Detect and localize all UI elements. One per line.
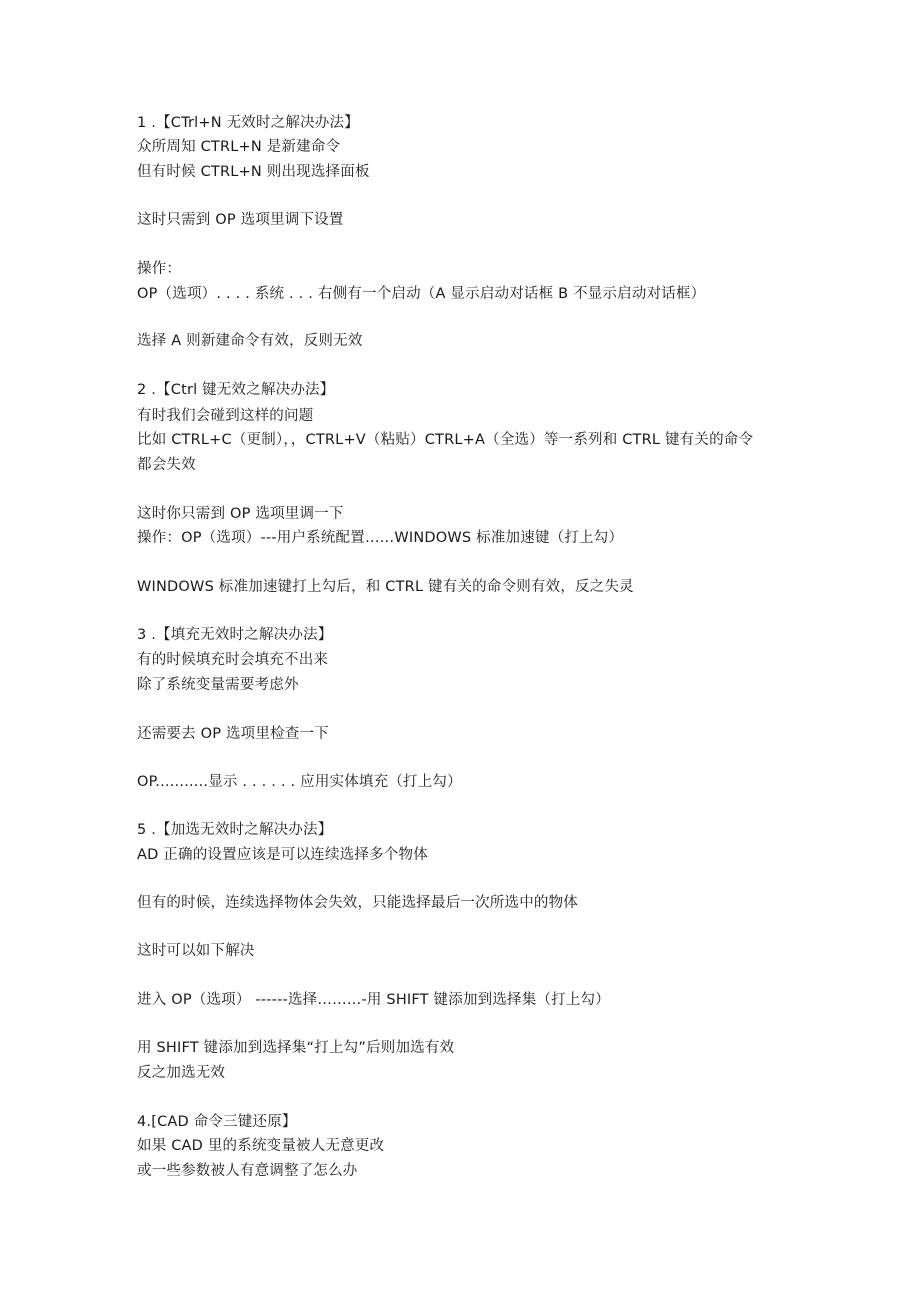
text-line: 这时你只需到 OP 选项里调一下: [137, 506, 344, 522]
section-1-heading: 1 .【CTrl+N 无效时之解决办法】: [137, 115, 359, 131]
text-line: 如果 CAD 里的系统变量被人无意更改: [137, 1138, 385, 1154]
text-line: 或一些参数被人有意调整了怎么办: [137, 1163, 358, 1179]
section-3-heading: 3 .【填充无效时之解决办法】: [137, 627, 333, 643]
text-line: OP（选项）. . . . 系统 . . . 右侧有一个启动（A 显示启动对话框 B 不显示启动对话框）: [137, 286, 706, 302]
text-line: 众所周知 CTRL+N 是新建命令: [137, 139, 341, 155]
text-line: 反之加选无效: [137, 1065, 226, 1081]
text-line: 但有的时候，连续选择物体会失效，只能选择最后一次所选中的物体: [137, 895, 578, 911]
text-line: 除了系统变量需要考虑外: [137, 677, 299, 693]
text-line: 进入 OP（选项） ------选择………-用 SHIFT 键添加到选择集（打上勾）: [137, 992, 610, 1008]
text-line: 有的时候填充时会填充不出来: [137, 652, 329, 668]
text-line: OP...........显示 . . . . . . 应用实体填充（打上勾）: [137, 774, 462, 790]
text-line: 操作：: [137, 261, 182, 277]
text-line: 都会失效: [137, 457, 196, 473]
text-line: 比如 CTRL+C（更制），，CTRL+V（粘贴）CTRL+A（全选）等一系列和 CTRL 键有关的命令: [137, 432, 754, 448]
section-5-heading: 5 .【加选无效时之解决办法】: [137, 822, 333, 838]
text-line: 用 SHIFT 键添加到选择集“打上勾”后则加选有效: [137, 1040, 455, 1056]
text-line: AD 正确的设置应该是可以连续选择多个物体: [137, 847, 428, 863]
text-line: 操作：OP（选项）---用户系统配置……WINDOWS 标准加速键（打上勾）: [137, 530, 624, 546]
text-line: 但有时候 CTRL+N 则出现选择面板: [137, 164, 370, 180]
text-line: 有时我们会碰到这样的问题: [137, 408, 314, 424]
text-line: 还需要去 OP 选项里检查一下: [137, 726, 329, 742]
section-4-heading: 4.[CAD 命令三键还原】: [137, 1114, 297, 1130]
text-line: 选择 A 则新建命令有效，反则无效: [137, 333, 363, 349]
section-2-heading: 2 .【Ctrl 键无效之解决办法】: [137, 382, 335, 398]
text-line: 这时可以如下解决: [137, 943, 255, 959]
text-line: 这时只需到 OP 选项里调下设置: [137, 212, 344, 228]
text-line: WINDOWS 标准加速键打上勾后，和 CTRL 键有关的命令则有效，反之失灵: [137, 579, 634, 595]
